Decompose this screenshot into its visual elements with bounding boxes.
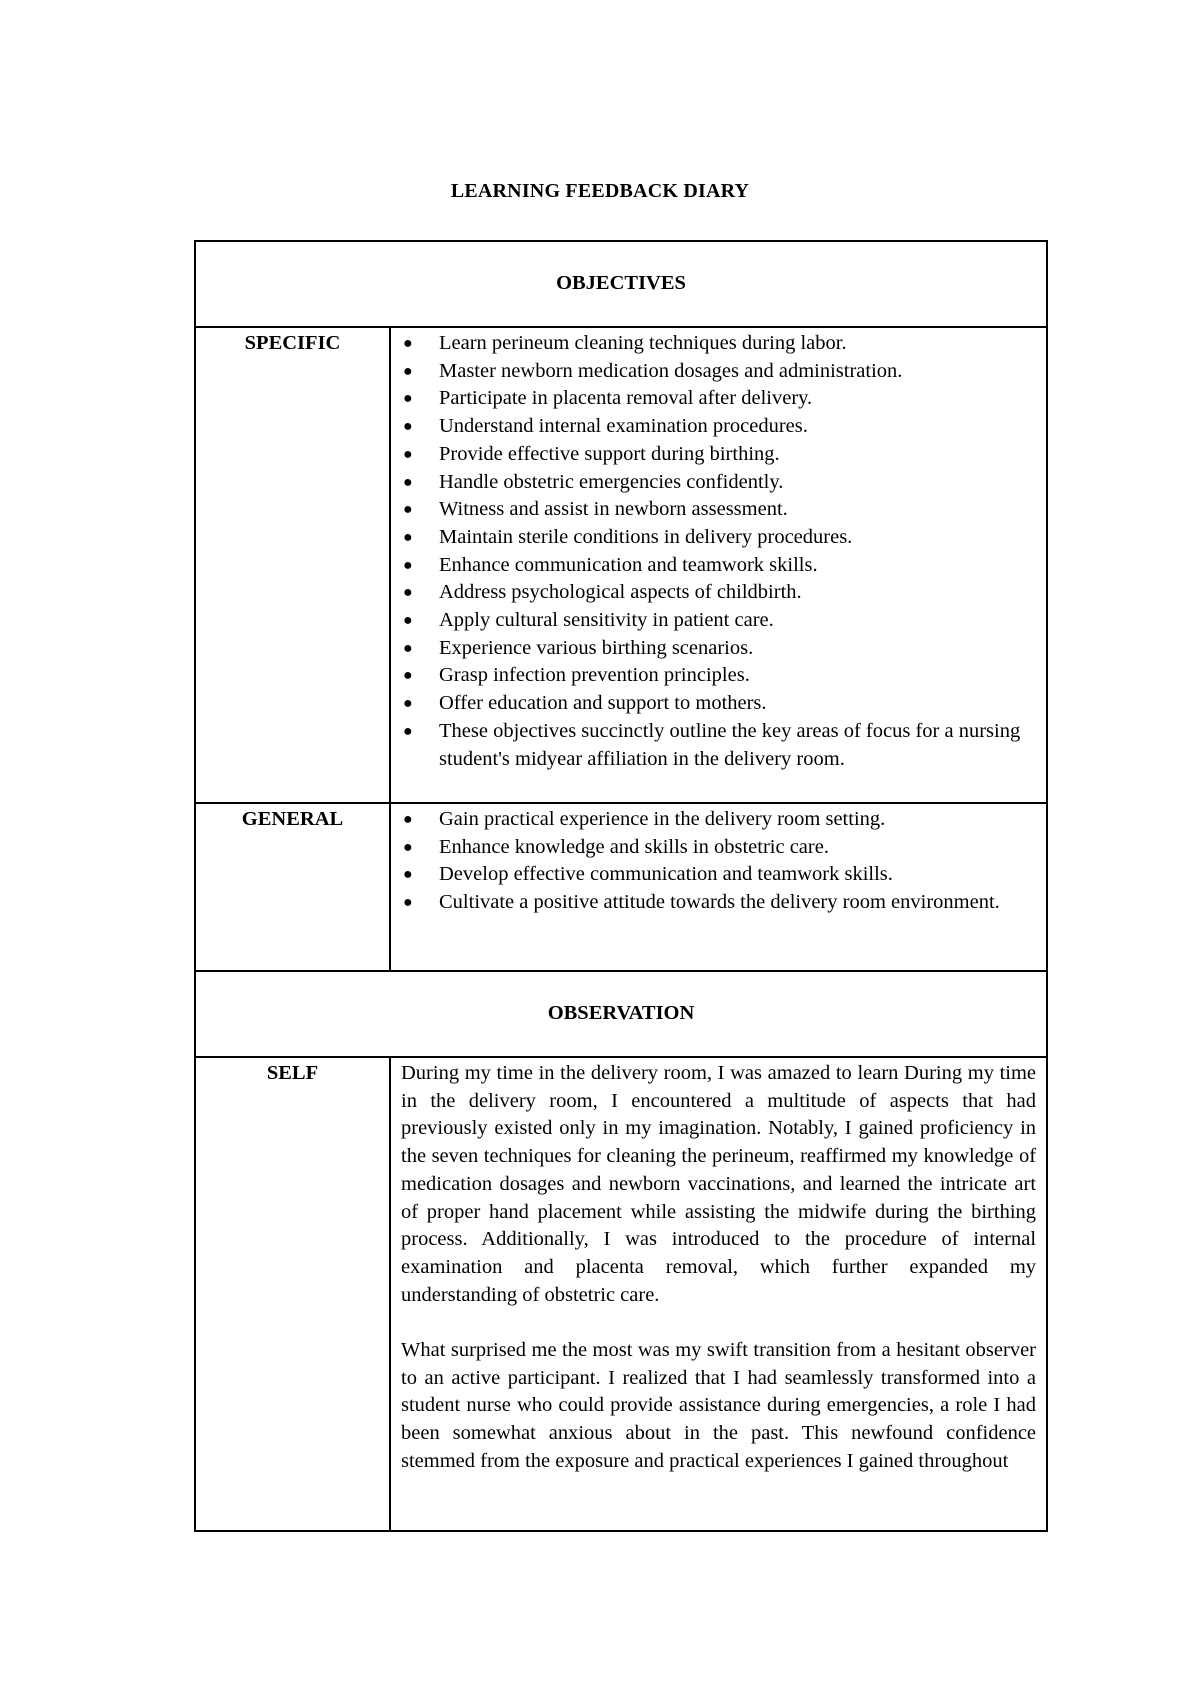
list-item xyxy=(401,441,1036,469)
list-item-text: Cultivate a positive attitude towards the delivery room environment. xyxy=(439,891,1000,914)
self-observation-text xyxy=(391,1058,1046,1530)
self-row xyxy=(195,1057,1047,1531)
general-row xyxy=(195,803,1047,971)
list-item-text: Handle obstetric emergencies confidently. xyxy=(439,470,784,493)
general-objectives-list xyxy=(401,806,1036,917)
bullet-dot-icon: ● xyxy=(403,838,413,856)
bullet-dot-icon: ● xyxy=(403,445,413,463)
list-item xyxy=(401,718,1036,773)
bullet-dot-icon: ● xyxy=(403,418,413,436)
list-item xyxy=(401,385,1036,413)
list-item xyxy=(401,358,1036,386)
bullet-dot-icon: ● xyxy=(403,695,413,713)
list-item-text: Participate in placenta removal after delivery. xyxy=(439,387,813,410)
bullet-dot-icon: ● xyxy=(403,811,413,828)
list-item xyxy=(401,889,1036,917)
list-item-text: These objectives succinctly outline the key areas of focus for a nursing student's midyear affiliation in the delivery room. xyxy=(439,719,1021,770)
list-item-text: Apply cultural sensitivity in patient care. xyxy=(439,609,774,632)
self-content xyxy=(390,1057,1047,1531)
bullet-dot-icon: ● xyxy=(403,473,413,491)
bullet-dot-icon: ● xyxy=(403,667,413,685)
list-item-text: Offer education and support to mothers. xyxy=(439,692,767,715)
bullet-dot-icon: ● xyxy=(403,390,413,408)
list-item-text: Witness and assist in newborn assessment. xyxy=(439,498,788,521)
bullet-dot-icon: ● xyxy=(403,584,413,602)
self-paragraph-2: What surprised me the most was my swift transition from a hesitant observer to an active participant. I realized that I had seamlessly transformed into a student nurse who could provide assistance during emergencies, a role I had been somewhat anxious about in the past. This newfound confidence stemmed from the exposure and practical experiences I gained throughout xyxy=(401,1339,1037,1472)
observation-header: OBSERVATION xyxy=(195,971,1047,1057)
list-item xyxy=(401,662,1036,690)
general-content xyxy=(390,803,1047,971)
list-item xyxy=(401,330,1036,358)
list-item-text: Learn perineum cleaning techniques during labor. xyxy=(439,332,847,354)
list-item xyxy=(401,834,1036,862)
diary-table xyxy=(194,240,1048,1532)
list-item xyxy=(401,496,1036,524)
list-item-text: Understand internal examination procedures. xyxy=(439,415,808,438)
bullet-dot-icon: ● xyxy=(403,722,413,740)
specific-row xyxy=(195,327,1047,803)
specific-content xyxy=(390,327,1047,803)
list-item xyxy=(401,806,1036,834)
specific-objectives-list xyxy=(401,330,1036,773)
bullet-dot-icon: ● xyxy=(403,556,413,574)
objectives-header: OBJECTIVES xyxy=(195,241,1047,327)
bullet-dot-icon: ● xyxy=(403,866,413,884)
bullet-dot-icon: ● xyxy=(403,612,413,630)
list-item-text: Enhance knowledge and skills in obstetric care. xyxy=(439,835,829,858)
list-item xyxy=(401,469,1036,497)
list-item-text: Enhance communication and teamwork skills. xyxy=(439,553,818,576)
bullet-dot-icon: ● xyxy=(403,335,413,352)
list-item-text: Experience various birthing scenarios. xyxy=(439,636,754,659)
list-item xyxy=(401,861,1036,889)
self-paragraph-1: During my time in the delivery room, I was amazed to learn During my time in the delivery room, I encountered a multitude of aspects that had previously existed only in my imagination. Notably, I gained proficiency in the seven techniques for cleaning the perineum, reaffirmed my knowledge of medication dosages and newborn vaccinations, and learned the intricate art of proper hand placement while assisting the midwife during the birthing process. Additionally, I was introduced to the procedure of internal examination and placenta removal, which further expanded my understanding of obstetric care. xyxy=(401,1062,1037,1306)
objectives-header-row xyxy=(195,241,1047,327)
list-item xyxy=(401,413,1036,441)
bullet-dot-icon: ● xyxy=(403,894,413,912)
bullet-dot-icon: ● xyxy=(403,362,413,380)
list-item-text: Provide effective support during birthing. xyxy=(439,442,780,465)
list-item xyxy=(401,607,1036,635)
list-item xyxy=(401,579,1036,607)
list-item-text: Develop effective communication and teamwork skills. xyxy=(439,863,893,886)
list-item xyxy=(401,635,1036,663)
specific-label: SPECIFIC xyxy=(195,327,390,803)
general-label: GENERAL xyxy=(195,803,390,971)
list-item-text: Maintain sterile conditions in delivery procedures. xyxy=(439,525,853,548)
self-label: SELF xyxy=(195,1057,390,1531)
list-item xyxy=(401,524,1036,552)
list-item xyxy=(401,690,1036,718)
list-item-text: Grasp infection prevention principles. xyxy=(439,664,750,687)
list-item-text: Master newborn medication dosages and administration. xyxy=(439,359,903,382)
list-item xyxy=(401,552,1036,580)
bullet-dot-icon: ● xyxy=(403,528,413,546)
bullet-dot-icon: ● xyxy=(403,501,413,519)
list-item-text: Gain practical experience in the delivery room setting. xyxy=(439,808,886,830)
observation-header-row xyxy=(195,971,1047,1057)
bullet-dot-icon: ● xyxy=(403,639,413,657)
page-title: LEARNING FEEDBACK DIARY xyxy=(450,180,750,202)
list-item-text: Address psychological aspects of childbirth. xyxy=(439,581,802,604)
